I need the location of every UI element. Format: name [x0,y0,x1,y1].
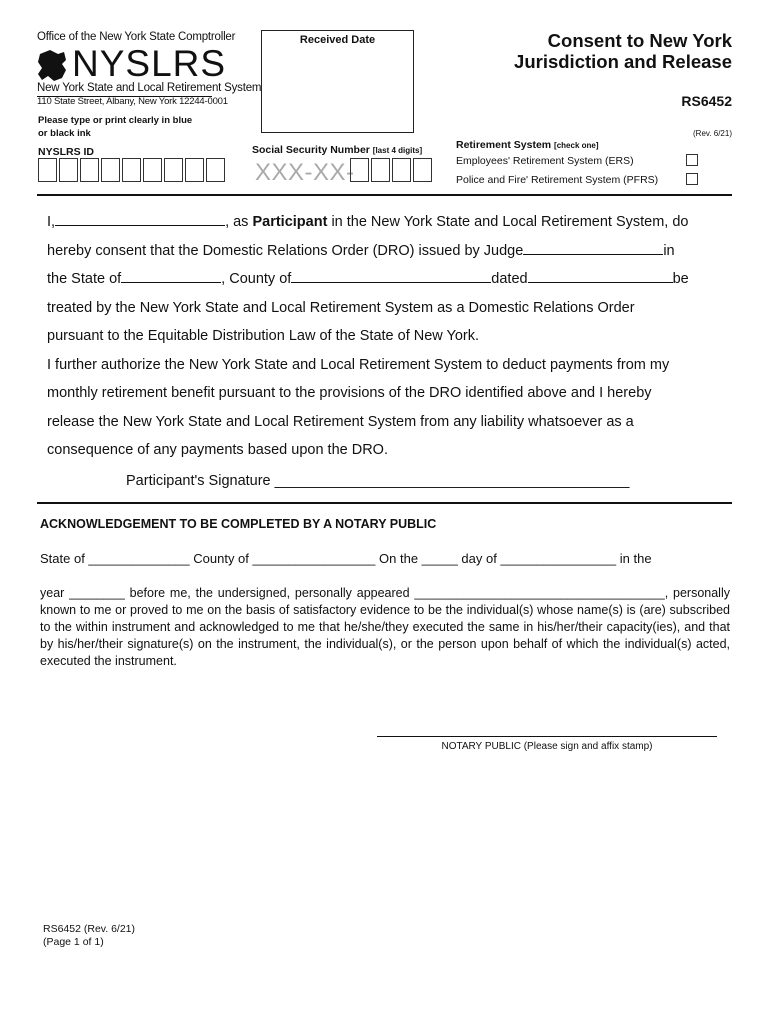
nyslrs-id-label: NYSLRS ID [38,146,95,158]
footer-page: (Page 1 of 1) [43,936,104,948]
consent-text: treated by the New York State and Local Retirement System as a Domestic Relations Order [47,299,635,316]
consent-text: , County of [221,271,292,287]
form-title-line1: Consent to New York [547,30,732,51]
county-field[interactable] [291,268,491,283]
retirement-system-hint: [check one] [554,141,599,150]
consent-text: release the New York State and Local Retirement System from any liability whatsoever as a [47,413,634,430]
address: 110 State Street, Albany, New York 12244-0001 [37,96,228,107]
ssn-last4-field[interactable] [350,158,434,182]
state-field[interactable] [121,268,221,283]
consent-text: pursuant to the Equitable Distribution Law of the State of New York. [47,328,480,344]
id-digit-box[interactable] [59,158,78,182]
ers-checkbox[interactable] [686,154,698,166]
ssn-digit-box[interactable] [371,158,390,182]
logo-wordmark: NYSLRS [72,43,227,84]
instructions: Please type or print clearly in blue or black ink [38,115,193,139]
participant-bold: Participant [252,214,328,230]
acknowledgement-body: year ________ before me, the undersigned, personally appeared ____________________________________, personally known to me or proved to me on the basis of satisfactory evidence to be the individual(s) whose name(s) is (are) subscribed to the within instrument and acknowledged to me that he/she/they executed the same in his/her/their capacity(ies), and that by his/her/their signature(s) on the instrument, the individual(s), or the person upon behalf of which the individual(s) acted, executed the instrument. [40,586,730,668]
ssn-hint: [last 4 digits] [372,146,423,155]
consent-paragraph [47,208,737,465]
notary-signature-line[interactable] [377,736,717,737]
id-digit-box[interactable] [80,158,99,182]
judge-field[interactable] [523,240,663,255]
retirement-system-label [456,139,599,151]
ssn-digit-box[interactable] [392,158,411,182]
ssn-label [252,144,422,156]
notary-label: NOTARY PUBLIC (Please sign and affix stamp) [441,741,653,752]
form-title [514,30,732,72]
id-digit-box[interactable] [38,158,57,182]
ssn-label-text: Social Security Number [252,144,370,156]
consent-text: in the New York State and Local Retirement System, do [331,214,689,230]
footer [43,923,135,949]
consent-text: hereby consent that the Domestic Relations Order (DRO) issued by Judge [47,242,524,259]
date-field[interactable] [528,268,673,283]
option-ers-label: Employees' Retirement System (ERS) [456,155,634,167]
ssn-digit-box[interactable] [413,158,432,182]
participant-signature-field[interactable]: Participant's Signature ____________________________________________ [126,473,630,489]
form-code: RS6452 [681,93,732,109]
id-digit-box[interactable] [164,158,183,182]
participant-name-field[interactable] [55,211,225,226]
consent-text: the State of [47,271,122,287]
acknowledgement-heading: ACKNOWLEDGEMENT TO BE COMPLETED BY A NOTARY PUBLIC [40,517,437,531]
footer-code: RS6452 (Rev. 6/21) [43,923,136,935]
pfrs-checkbox[interactable] [686,173,698,185]
received-date-label: Received Date [299,34,376,46]
form-title-line2: Jurisdiction and Release [514,51,732,72]
consent-text: dated [491,271,528,287]
section-divider [37,502,732,504]
consent-text: I, [47,214,56,230]
id-digit-box[interactable] [143,158,162,182]
id-digit-box[interactable] [206,158,225,182]
option-pfrs-label: Police and Fire' Retirement System (PFRS) [456,174,659,186]
office-name: Office of the New York State Comptroller [37,31,236,43]
revision: (Rev. 6/21) [693,129,732,138]
consent-text: be [672,271,689,287]
consent-text: I further authorize the New York State and Local Retirement System to deduct payments from my [47,356,670,373]
id-digit-box[interactable] [185,158,204,182]
nyslrs-id-field[interactable] [38,158,227,182]
received-date-box [261,30,414,133]
consent-text: monthly retirement benefit pursuant to the provisions of the DRO identified above and I hereby [47,385,652,401]
ssn-mask: XXX-XX- [255,159,355,186]
acknowledgement-line[interactable]: State of ______________ County of _________________ On the _____ day of ________________ in the [40,551,652,566]
retirement-system-label-text: Retirement System [456,139,552,151]
section-divider [37,194,732,196]
consent-text: , as [225,214,249,230]
id-digit-box[interactable] [122,158,141,182]
consent-text: in [663,242,675,259]
id-digit-box[interactable] [101,158,120,182]
system-name: New York State and Local Retirement System [37,82,262,94]
consent-text: consequence of any payments based upon the DRO. [47,442,388,458]
ssn-digit-box[interactable] [350,158,369,182]
